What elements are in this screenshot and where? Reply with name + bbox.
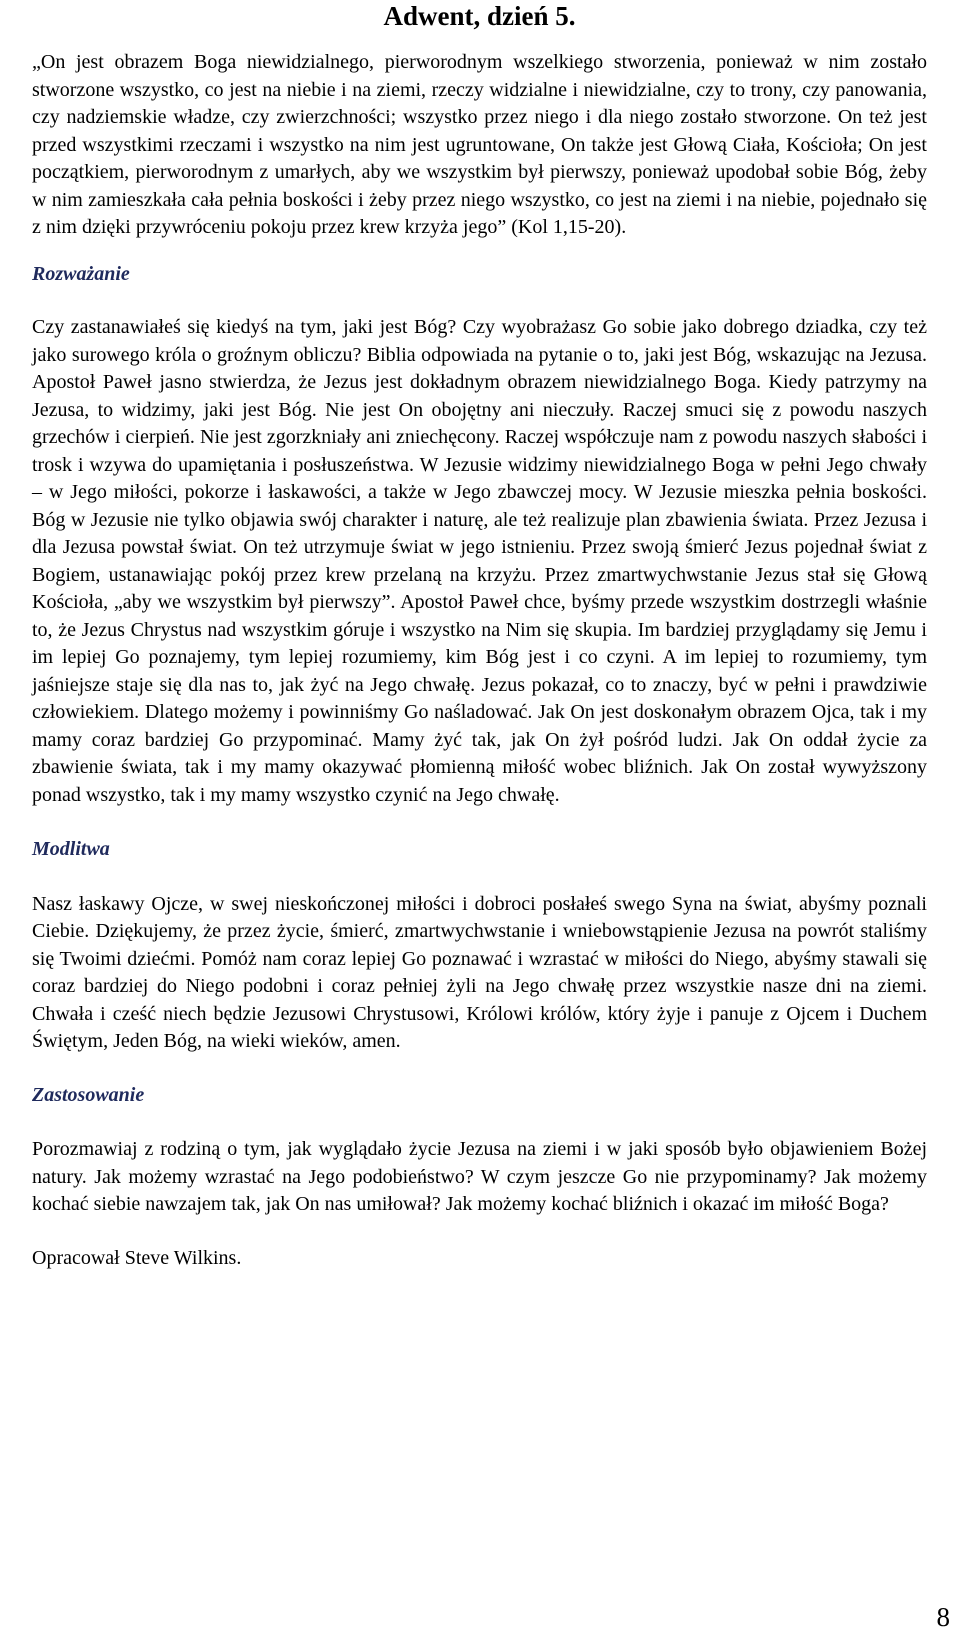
application-paragraph: Porozmawiaj z rodziną o tym, jak wyglądało życie Jezusa na ziemi i w jaki sposób było objawieniem Bożej natury. Jak możemy wzrastać na Jego podobieństwo? W czym jeszcze Go nie przypominamy? Jak możemy kochać siebie nawzajem tak, jak On nas umiłował? Jak możemy kochać bliźnich i okazać im miłość Boga? xyxy=(32,1138,927,1215)
page-title: Adwent, dzień 5. xyxy=(383,1,576,31)
reflection-paragraph: Czy zastanawiałeś się kiedyś na tym, jaki jest Bóg? Czy wyobrażasz Go sobie jako dobrego dziadka, czy też jako surowego króla o groźnym obliczu? Biblia odpowiada na pytanie o to, jaki jest Bóg, wskazując na Jezusa. Apostoł Paweł jasno stwierdza, że Jezus jest dokładnym obrazem niewidzialnego Boga. Kiedy patrzymy na Jezusa, to widzimy, jaki jest Bóg. Nie jest On obojętny ani nieczuły. Raczej smuci się z powodu naszych grzechów i cierpień. Nie jest zgorzkniały ani zniechęcony. Raczej współczuje nam z powodu naszych słabości i trosk i wzywa do upamiętania i posłuszeństwa. W Jezusie widzimy niewidzialnego Boga w pełni Jego chwały – w Jego miłości, pokorze i łaskawości, a także w Jego zbawczej mocy. W Jezusie mieszka pełnia boskości. Bóg w Jezusie nie tylko objawia swój charakter i naturę, ale też realizuje plan zbawienia świata. Przez Jezusa i dla Jezusa powstał świat. On też utrzymuje świat w jego istnieniu. Przez swoją śmierć Jezus pojednał świat z Bogiem, ustanawiając pokój przez krew przelaną na krzyżu. Przez zmartwychwstanie Jezus stał się Głową Kościoła, „aby we wszystkim był pierwszy”. Apostoł Paweł chce, byśmy przede wszystkim dostrzegli właśnie to, że Jezus Chrystus nad wszystkim góruje i wszystko na Nim się skupia. Im bardziej przyglądamy się Jemu i im lepiej Go poznajemy, tym lepiej rozumiemy, kim Bóg jest i co czyni. A im lepiej to rozumiemy, tym jaśniejsze staje się dla nas to, jak żyć na Jego chwałę. Jezus pokazał, co to znaczy, być w pełni i prawdziwie człowiekiem. Dlatego możemy i powinniśmy Go naśladować. Jak On jest doskonałym obrazem Ojca, tak i my mamy coraz bardziej Go przypominać. Mamy żyć tak, jak On żył pośród ludzi. Jak On oddał życie za zbawienie świata, tak i my mamy okazywać płomienną miłość wobec bliźnich. Jak On został wywyższony ponad wszystko, tak i my mamy wszystko czynić na Jego chwałę. xyxy=(32,316,927,806)
prayer-paragraph: Nasz łaskawy Ojcze, w swej nieskończonej miłości i dobroci posłałeś swego Syna na świat, abyśmy poznali Ciebie. Dziękujemy, że przez życie, śmierć, zmartwychwstanie i wniebowstąpienie Jezusa na powrót staliśmy się Twoimi dziećmi. Pomóż nam coraz lepiej Go poznawać i wzrastać w miłości do Niego, abyśmy stawali się coraz bardziej do Niego podobni i coraz pełniej żyli na Jego chwałę przez wszystkie nasze dni na ziemi. Chwała i cześć niech będzie Jezusowi Chrystusowi, Królowi królów, który żyje i panuje z Ojcem i Duchem Świętym, Jeden Bóg, na wieki wieków, amen. xyxy=(32,892,927,1052)
section-heading-modlitwa: Modlitwa xyxy=(32,838,110,860)
section-heading-rozwazanie: Rozważanie xyxy=(32,262,130,285)
section-heading-zastosowanie: Zastosowanie xyxy=(32,1083,145,1106)
page-number: 8 xyxy=(936,1602,950,1632)
document-page xyxy=(32,0,927,1272)
author-line: Opracował Steve Wilkins. xyxy=(32,1246,242,1269)
scripture-paragraph: „On jest obrazem Boga niewidzialnego, pierworodnym wszelkiego stworzenia, ponieważ w nim zostało stworzone wszystko, co jest na niebie i na ziemi, rzeczy widzialne i niewidzialne, czy to trony, czy panowania, czy nadziemskie władze, czy zwierzchności; wszystko przez niego i dla niego zostało stworzone. On też jest przed wszystkimi rzeczami i wszystko na nim jest ugruntowane, On także jest Głową Ciała, Kościoła; On jest początkiem, pierworodnym z umarłych, aby we wszystkim był pierwszy, ponieważ upodobał sobie Bóg, żeby w nim zamieszkała cała pełnia boskości i żeby przez niego wszystko, co jest na ziemi i na niebie, pojednało się z nim dzięki przywróceniu pokoju przez krew krzyża jego” (Kol 1,15-20). xyxy=(32,51,927,238)
